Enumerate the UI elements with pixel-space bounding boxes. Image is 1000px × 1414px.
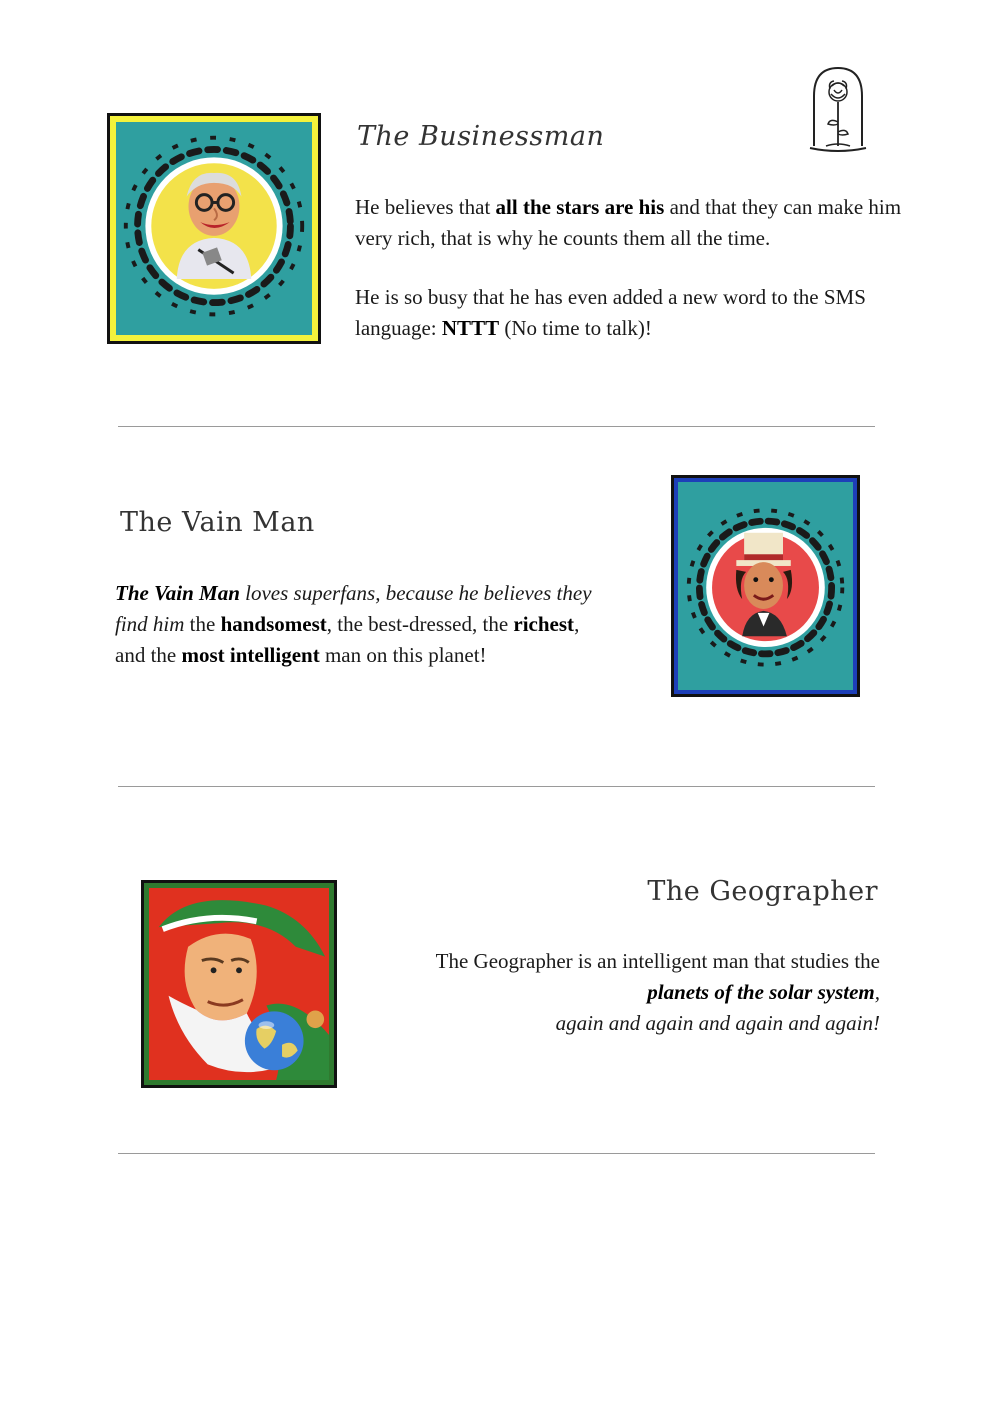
divider-3 bbox=[118, 1153, 875, 1154]
businessman-paragraph-2: He is so busy that he has even added a new word to the SMS language: NTTT (No time to talk)! bbox=[355, 285, 866, 340]
divider-2 bbox=[118, 786, 875, 787]
vain-man-highlight-name: The Vain Man bbox=[115, 581, 240, 605]
geographer-paragraph: The Geographer is an intelligent man that studies the planets of the solar system, again and again and again and again! bbox=[435, 949, 880, 1035]
geographer-portrait bbox=[141, 880, 337, 1088]
geographer-title: The Geographer bbox=[647, 876, 878, 907]
vain-man-title: The Vain Man bbox=[120, 507, 315, 538]
businessman-highlight-nttt: NTTT bbox=[441, 316, 500, 340]
vain-man-portrait bbox=[671, 475, 860, 697]
vain-man-paragraph: The Vain Man loves superfans, because he believes they find him the handsomest, the best-dressed, the richest, and the most intelligent man on this planet! bbox=[115, 581, 592, 667]
rose-under-glass-icon bbox=[806, 62, 870, 158]
businessman-portrait bbox=[107, 113, 321, 344]
geographer-highlight-planets: planets of the solar system bbox=[647, 980, 875, 1004]
vain-man-highlight-intelligent: most intelligent bbox=[181, 643, 320, 667]
divider-1 bbox=[118, 426, 875, 427]
businessman-paragraph-1: He believes that all the stars are his and that they can make him very rich, that is why he counts them all the time. bbox=[355, 195, 902, 250]
businessman-highlight-stars: all the stars are his bbox=[495, 195, 665, 219]
businessman-title: The Businessman bbox=[357, 121, 605, 152]
vain-man-highlight-handsomest: handsomest bbox=[220, 612, 327, 636]
vain-man-highlight-richest: richest bbox=[513, 612, 575, 636]
